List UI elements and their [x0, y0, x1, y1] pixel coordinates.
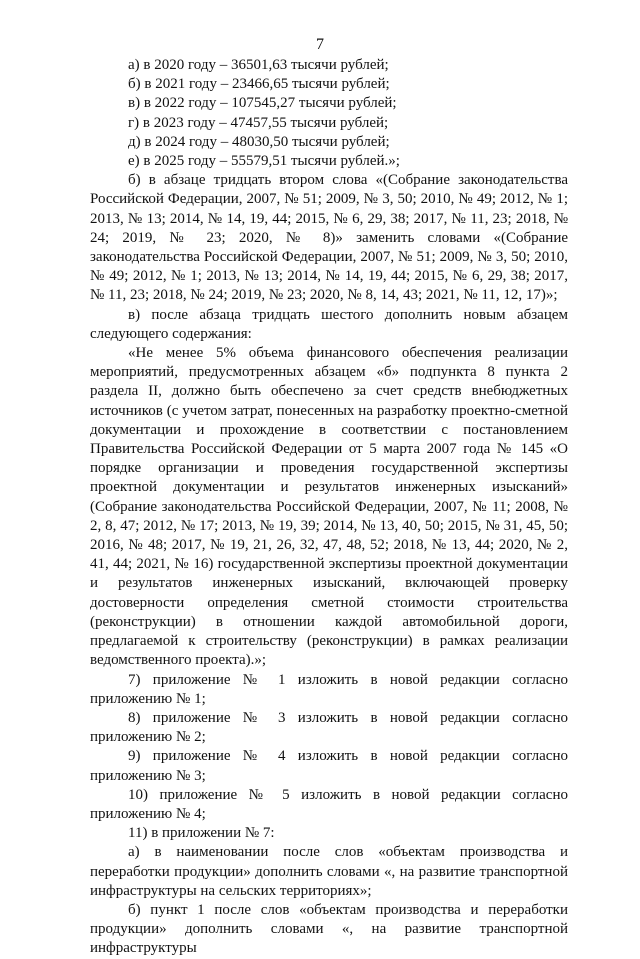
paragraph-funding-2023: г) в 2023 году – 47457,55 тысячи рублей; — [128, 114, 389, 131]
document-body — [90, 56, 568, 959]
paragraph-funding-2024: д) в 2024 году – 48030,50 тысячи рублей; — [128, 133, 390, 150]
paragraph-item-10: 10) приложение № 5 изложить в новой редакции согласно приложению № 4; — [90, 786, 568, 822]
page-number: 7 — [316, 36, 324, 53]
paragraph-item-7: 7) приложение № 1 изложить в новой редакции согласно приложению № 1; — [90, 671, 568, 707]
paragraph-replace-words: б) в абзаце тридцать втором слова «(Собрание законодательства Российской Федерации, 2007, № 51; 2009, № 3, 50; 2010, № 49; 2012, № 1; 2013, № 13; 2014, № 14, 19, 44; 2015, № 6, 29, 38; 2017, № 11, 23; 2018, № 24; 2019, № 23; 2020, № 8)» заменить словами «(Собрание законодательства Российской Федерации, 2007, № 51; 2009, № 3, 50; 2010, № 49; 2012, № 1; 2013, № 13; 2014, № 14, 19, 44; 2015, № 6, 29, 38; 2017, № 11, 23; 2018, № 24; 2019, № 23; 2020, № 8, 14, 43; 2021, № 11, 12, 17)»; — [90, 172, 568, 304]
paragraph-item-11: 11) в приложении № 7: — [128, 825, 275, 842]
paragraph-item-11-b: б) пункт 1 после слов «объектам производства и переработки продукции» дополнить словами «, на развитие транспортной инфраструктуры — [90, 901, 568, 957]
paragraph-funding-2021: б) в 2021 году – 23466,65 тысячи рублей; — [128, 76, 390, 93]
paragraph-add-new: в) после абзаца тридцать шестого дополнить новым абзацем следующего содержания: — [90, 306, 568, 342]
paragraph-funding-2020: а) в 2020 году – 36501,63 тысячи рублей; — [128, 57, 389, 73]
paragraph-funding-2025: е) в 2025 году – 55579,51 тысячи рублей.»; — [128, 153, 400, 170]
paragraph-item-8: 8) приложение № 3 изложить в новой редакции согласно приложению № 2; — [90, 709, 568, 746]
paragraph-item-9: 9) приложение № 4 изложить в новой редакции согласно приложению № 3; — [90, 748, 568, 784]
paragraph-item-11-a: а) в наименовании после слов «объектам производства и переработки продукции» дополнить словами «, на развитие транспортной инфраструктуры на сельских территориях»; — [90, 844, 568, 899]
paragraph-quoted-text: «Не менее 5% объема финансового обеспечения реализации мероприятий, предусмотренных абзацем «б» подпункта 8 пункта 2 раздела II, должно быть обеспечено за счет средств внебюджетных источников (с учетом затрат, понесенных на разработку проектно-сметной документации и прохождение в соответствии с постановлением Правительства Российской Федерации от 5 марта 2007 года № 145 «О порядке организации и проведения государственной экспертизы проектной документации и результатов инженерных изысканий» (Собрание законодательства Российской Федерации, 2007, № 11; 2008, № 2, 8, 47; 2012, № 17; 2013, № 19, 39; 2014, № 13, 40, 50; 2015, № 31, 45, 50; 2016, № 48; 2017, № 19, 21, 26, 32, 47, 48, 52; 2018, № 13, 44; 2020, № 2, 41, 44; 2021, № 16) государственной экспертизы проектной документации и результатов инженерных изысканий, включающей проверку достоверности определения сметной стоимости строительства (реконструкции) в отношении каждой автомобильной дороги, предлагаемой к строительству (реконструкции) в рамках реализации ведомственного проекта).»; — [90, 345, 568, 669]
paragraph-funding-2022: в) в 2022 году – 107545,27 тысячи рублей; — [128, 95, 397, 112]
